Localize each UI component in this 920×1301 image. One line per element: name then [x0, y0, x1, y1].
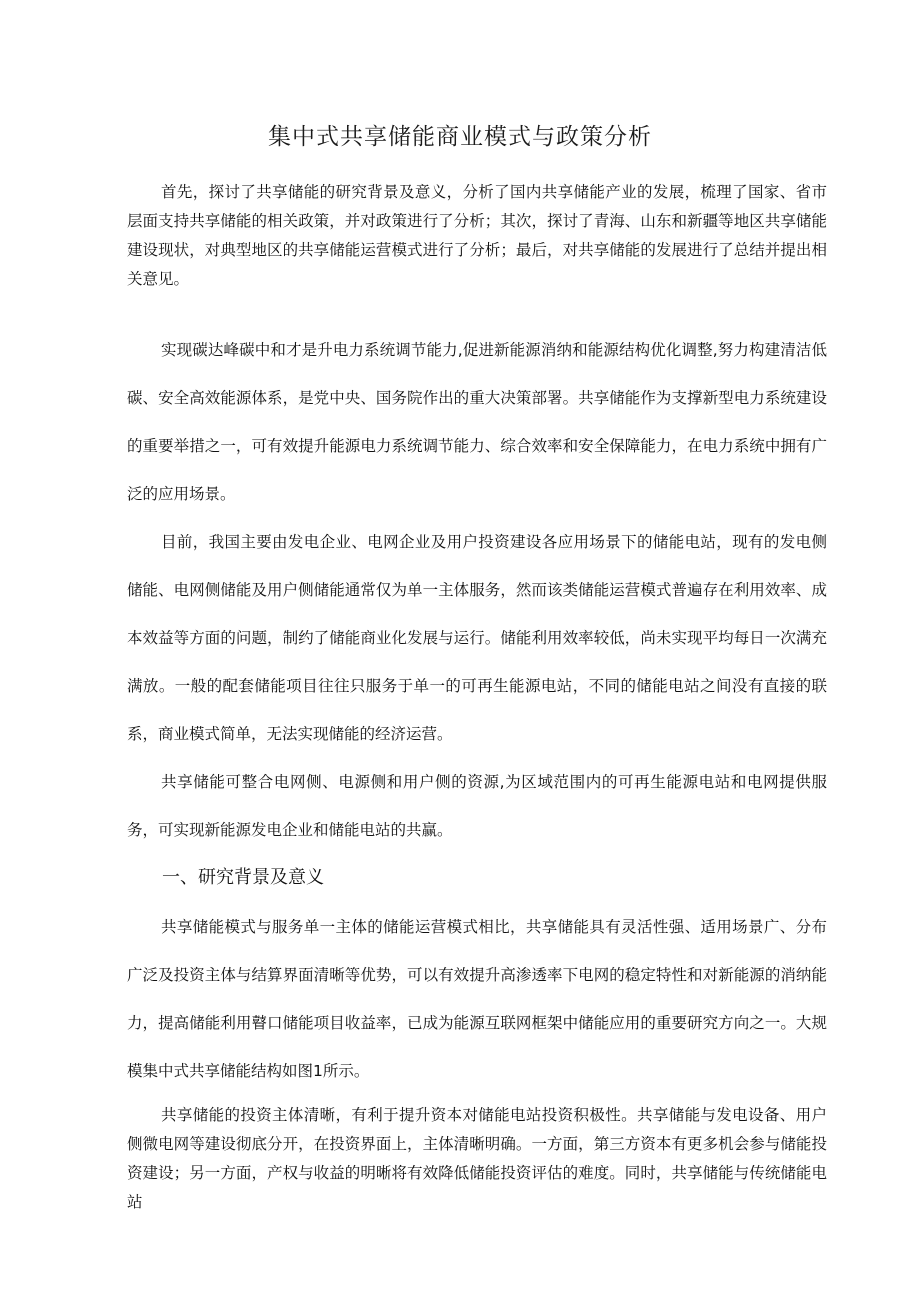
intro-paragraph: 首先，探讨了共享储能的研究背景及意义，分析了国内共享储能产业的发展，梳理了国家、省市层面支持共享储能的相关政策，并对政策进行了分析；其次，探讨了青海、山东和新疆等地区共享储能建设现状，对典型地区的共享储能运营模式进行了分析；最后，对共享储能的发展进行了总结并提出相关意见。 [127, 183, 827, 288]
section-paragraph: 共享储能的投资主体清晰，有利于提升资本对储能电站投资积极性。共享储能与发电设备、用户侧微电网等建设彻底分开，在投资界面上，主体清晰明确。一方面，第三方资本有更多机会参与储能投资建设；另一方面，产权与收益的明晰将有效降低储能投资评估的难度。同时，共享储能与传统储能电站 [127, 1106, 827, 1211]
body-paragraph: 目前，我国主要由发电企业、电网企业及用户投资建设各应用场景下的储能电站，现有的发电侧储能、电网侧储能及用户侧储能通常仅为单一主体服务，然而该类储能运营模式普遍存在利用效率、成本效益等方面的问题，制约了储能商业化发展与运行。储能利用效率较低，尚未实现平均每日一次满充满放。一般的配套储能项目往往只服务于单一的可再生能源电站，不同的储能电站之间没有直接的联系，商业模式简单，无法实现储能的经济运营。 [127, 533, 827, 743]
body-paragraph: 共享储能可整合电网侧、电源侧和用户侧的资源,为区域范围内的可再生能源电站和电网提供服务，可实现新能源发电企业和储能电站的共赢。 [127, 773, 827, 839]
document-title: 集中式共享储能商业模式与政策分析 [268, 124, 652, 150]
section-heading: 一、研究背景及意义 [162, 867, 324, 888]
section-paragraph: 共享储能模式与服务单一主体的储能运营模式相比，共享储能具有灵活性强、适用场景广、分布广泛及投资主体与结算界面清晰等优势，可以有效提升高渗透率下电网的稳定特性和对新能源的消纳能力，提高储能利用瞽口储能项目收益率，已成为能源互联网框架中储能应用的重要研究方向之一。大规模集中式共享储能结构如图1所示。 [127, 918, 827, 1080]
body-paragraph: 实现碳达峰碳中和才是升电力系统调节能力,促进新能源消纳和能源结构优化调整,努力构建清洁低碳、安全高效能源体系，是党中央、国务院作出的重大决策部署。共享储能作为支撑新型电力系统建设的重要举措之一，可有效提升能源电力系统调节能力、综合效率和安全保障能力，在电力系统中拥有广泛的应用场景。 [127, 341, 827, 503]
